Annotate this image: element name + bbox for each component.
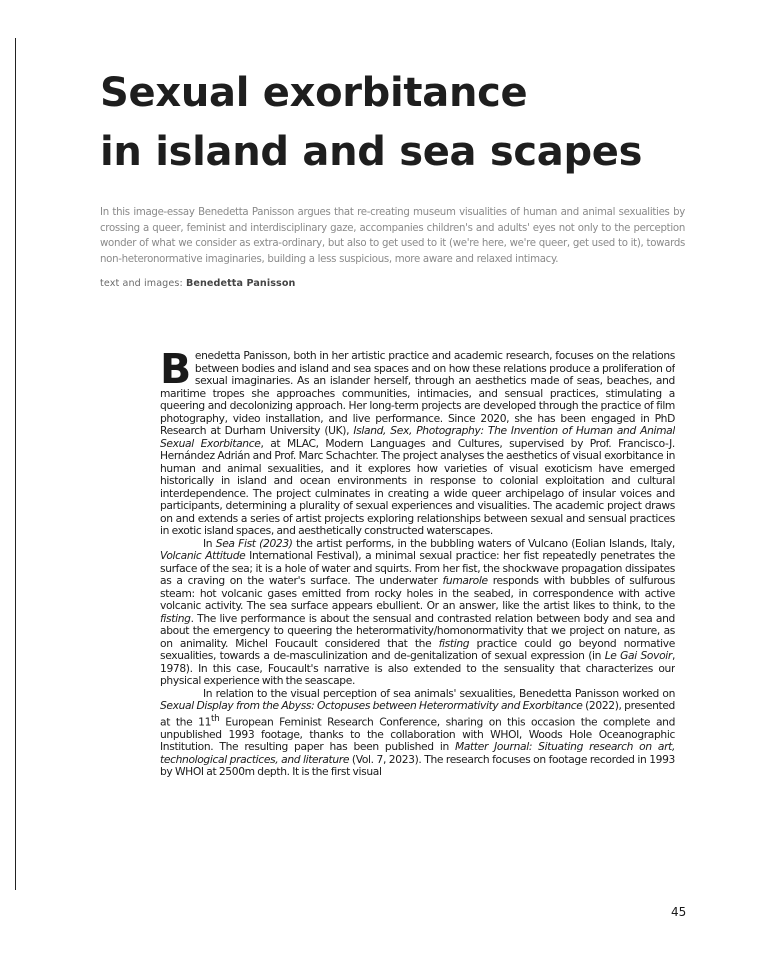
article-title bbox=[100, 64, 642, 182]
drop-cap: B bbox=[160, 350, 191, 393]
project-title: Island, Sex, Photography: The Invention of Human and Animal Sexual Exorbitance bbox=[160, 424, 675, 450]
margin-rule bbox=[15, 38, 16, 890]
credit-prefix: text and images: bbox=[100, 278, 186, 289]
body-paragraph-2: In Sea Fist (2023) the artist performs, in the bubbling waters of Vulcano (Eolian Islands, Italy, Volcanic Attitude International Festival), a minimal sexual practice: her fist repeatedly penetrates the surface of the sea; it is a hole of water and squirts. From her fist, the shockwave propagation dissipates as a craving on the water's surface. The underwater fumarole responds with bubbles of sulfurous steam: hot volcanic gases emitted from rocky holes in the seabed, in correspondence with active volcanic activity. The sea surface appears ebullient. Or an answer, like the artist likes to think, to the fisting. The live performance is about the sensual and contrasted relation between body and sea and about the emergency to queering the heterormativity/homonormativity that we project on nature, as on animality. Michel Foucault considered that the fisting practice could go beyond normative sexualities, towards a de-masculinization and de-genitalization of sexual expression (in Le Gai Sovoir, 1978). In this case, Foucault's narrative is also extended to the sensuality that characterizes our physical experience with the seascape. bbox=[160, 536, 675, 687]
title-line-1: Sexual exorbitance bbox=[100, 70, 528, 116]
page-number: 45 bbox=[671, 905, 687, 919]
title-line-2: in island and sea scapes bbox=[100, 129, 643, 175]
author-credit bbox=[100, 277, 295, 290]
abstract: In this image-essay Benedetta Panisson argues that re-creating museum visualities of human and animal sexualities by crossing a queer, feminist and interdisciplinary gaze, accompanies children's and adults' eyes not only to the perception wonder of what we consider as extra-ordinary, but also to get used to it (we're here, we're queer, get used to it), towards non-heteronormative imaginaries, building a less suspicious, more aware and relaxed intimacy. bbox=[100, 207, 685, 266]
article-body bbox=[160, 350, 675, 878]
author-name: Benedetta Panisson bbox=[185, 278, 296, 289]
body-paragraph-3: In relation to the visual perception of sea animals' sexualities, Benedetta Panisson worked on Sexual Display from the Abyss: Octopuses between Heterormativity and Exorbitance (2022), presented at the 11th European Feminist Research Conference, sharing on this occasion the complete and unpublished 1993 footage, thanks to the collaboration with WHOI, Woods Hole Oceanographic Institution. The resulting paper has been published in Matter Journal: Situating research on art, technological practices, and literature (Vol. 7, 2023). The research focuses on footage recorded in 1993 by WHOI at 2500m depth. It is the first visual bbox=[160, 686, 675, 779]
body-paragraph-1: Benedetta Panisson, both in her artistic practice and academic research, focuses on the relations between bodies and island and sea spaces and on how these relations produce a proliferation of sexual imaginaries. As an islander herself, through an aesthetics made of seas, beaches, and maritime tropes she approaches communities, intimacies, and sensual practices, stimulating a queering and decolonizing approach. Her long-term projects are developed through the practice of film photography, video installation, and live performance. Since 2020, she has been engaged in PhD Research at Durham University (UK), Island, Sex, Photography: The Invention of Human and Animal Sexual Exorbitance, at MLAC, Modern Languages and Cultures, supervised by Prof. Francisco-J. Hernández Adrián and Prof. Marc Schachter. The project analyses the aesthetics of visual exorbitance in human and animal sexualities, and it explores how varieties of visual exoticism have emerged historically in island and ocean environments in response to colonial exploitation and cultural interdependence. The project culminates in creating a wide queer archipelago of insular voices and participants, determining a plurality of sexual experiences and visualities. The academic project draws on and extends a series of artist projects exploring relationships between sexual and sensual practices in exotic island spaces, and aesthetically constructed waterscapes. bbox=[160, 350, 675, 537]
